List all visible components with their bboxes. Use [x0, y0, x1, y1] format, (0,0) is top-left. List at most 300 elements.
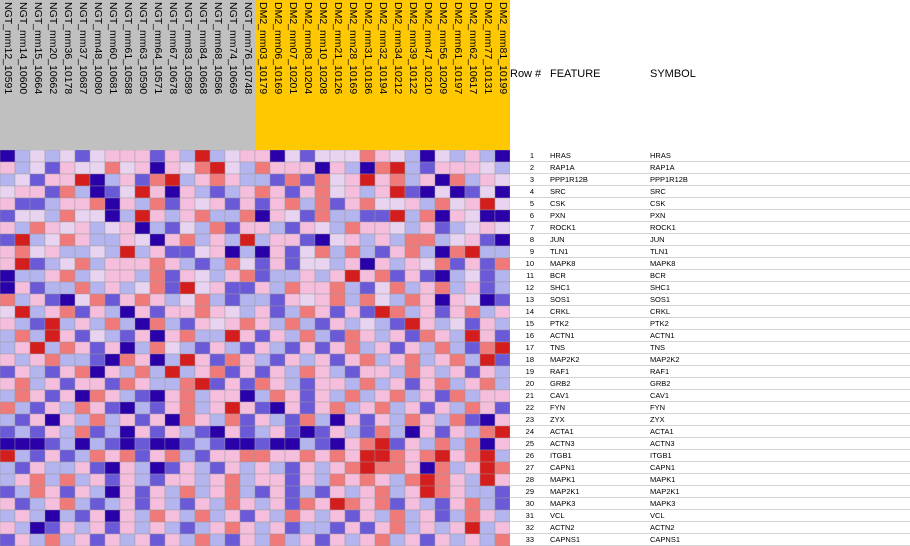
heatmap-cell — [30, 426, 45, 438]
heatmap-cell — [450, 534, 465, 546]
heatmap-cell — [495, 414, 510, 426]
heatmap-cell — [15, 210, 30, 222]
heatmap-cell — [465, 342, 480, 354]
heatmap-cell — [165, 258, 180, 270]
heatmap-cell — [165, 150, 180, 162]
column-label: DM2_mm08_10204 — [302, 2, 314, 95]
heatmap-cell — [225, 438, 240, 450]
heatmap-cell — [15, 522, 30, 534]
heatmap-cell — [270, 522, 285, 534]
heatmap-cell — [360, 426, 375, 438]
column-label: DM2_mm47_10210 — [422, 2, 434, 95]
heatmap-cell — [180, 258, 195, 270]
heatmap-cell — [225, 510, 240, 522]
heatmap-cell — [465, 474, 480, 486]
heatmap-cell — [345, 438, 360, 450]
heatmap-cell — [330, 390, 345, 402]
heatmap-cell — [345, 534, 360, 546]
heatmap-cell — [270, 390, 285, 402]
heatmap-cell — [105, 366, 120, 378]
heatmap-cell — [450, 378, 465, 390]
heatmap-cell — [165, 414, 180, 426]
heatmap-cell — [240, 450, 255, 462]
heatmap-cell — [375, 426, 390, 438]
heatmap-cell — [300, 534, 315, 546]
heatmap-cell — [210, 354, 225, 366]
heatmap-cell — [465, 210, 480, 222]
heatmap-cell — [15, 282, 30, 294]
heatmap-cell — [0, 282, 15, 294]
heatmap-cell — [15, 474, 30, 486]
heatmap-cell — [495, 306, 510, 318]
heatmap-cell — [165, 222, 180, 234]
heatmap-cell — [105, 522, 120, 534]
heatmap-cell — [150, 258, 165, 270]
heatmap-cell — [330, 534, 345, 546]
column-label: NGT_mm14_10600 — [17, 2, 29, 95]
heatmap-cell — [15, 378, 30, 390]
heatmap-cell — [255, 294, 270, 306]
heatmap-cell — [330, 186, 345, 198]
heatmap-cell — [75, 450, 90, 462]
heatmap-cell — [210, 510, 225, 522]
table-row — [510, 186, 910, 198]
heatmap-cell — [75, 306, 90, 318]
heatmap-cell — [480, 474, 495, 486]
heatmap-cell — [330, 210, 345, 222]
heatmap-cell — [405, 282, 420, 294]
heatmap-cell — [420, 150, 435, 162]
heatmap-cell — [75, 258, 90, 270]
heatmap-cell — [180, 174, 195, 186]
heatmap-cell — [165, 534, 180, 546]
heatmap-cell — [165, 462, 180, 474]
heatmap-cell — [225, 234, 240, 246]
heatmap-cell — [405, 390, 420, 402]
heatmap-cell — [45, 486, 60, 498]
heatmap-cell — [405, 378, 420, 390]
table-row — [510, 330, 910, 342]
heatmap-cell — [15, 174, 30, 186]
heatmap-cell — [435, 294, 450, 306]
heatmap-cell — [60, 510, 75, 522]
heatmap-cell — [480, 198, 495, 210]
heatmap-cell — [420, 354, 435, 366]
heatmap-cell — [270, 402, 285, 414]
heatmap-cell — [120, 534, 135, 546]
heatmap-cell — [465, 402, 480, 414]
heatmap-cell — [435, 222, 450, 234]
heatmap-cell — [180, 246, 195, 258]
row-number: 2 — [529, 163, 534, 172]
heatmap-cell — [75, 318, 90, 330]
heatmap-cell — [480, 222, 495, 234]
column-label: NGT_mm68_10586 — [212, 2, 224, 95]
heatmap-cell — [255, 402, 270, 414]
heatmap-cell — [360, 450, 375, 462]
heatmap-cell — [465, 318, 480, 330]
heatmap-cell — [90, 294, 105, 306]
heatmap-cell — [195, 330, 210, 342]
heatmap-cell — [405, 342, 420, 354]
heatmap-cell — [210, 330, 225, 342]
heatmap-cell — [285, 186, 300, 198]
heatmap-cell — [75, 474, 90, 486]
symbol-cell: JUN — [650, 235, 665, 244]
heatmap-cell — [225, 486, 240, 498]
heatmap-cell — [285, 450, 300, 462]
heatmap-cell — [465, 306, 480, 318]
heatmap-cell — [390, 270, 405, 282]
heatmap-cell — [210, 294, 225, 306]
heatmap-cell — [420, 258, 435, 270]
heatmap-cell — [480, 186, 495, 198]
heatmap-cell — [480, 162, 495, 174]
feature-cell: ACTN3 — [550, 439, 575, 448]
heatmap-cell — [135, 186, 150, 198]
heatmap-cell — [150, 186, 165, 198]
heatmap-cell — [300, 318, 315, 330]
column-label: NGT_mm83_10589 — [182, 2, 194, 95]
heatmap-cell — [15, 438, 30, 450]
heatmap-cell — [195, 474, 210, 486]
heatmap-cell — [285, 234, 300, 246]
heatmap-cell — [210, 282, 225, 294]
table-row — [510, 450, 910, 462]
heatmap-cell — [300, 258, 315, 270]
heatmap-cell — [240, 246, 255, 258]
heatmap-cell — [225, 390, 240, 402]
heatmap-cell — [45, 162, 60, 174]
heatmap-cell — [450, 474, 465, 486]
heatmap-cell — [0, 318, 15, 330]
heatmap-cell — [390, 438, 405, 450]
symbol-cell: CAPN1 — [650, 463, 676, 472]
heatmap-cell — [30, 462, 45, 474]
heatmap-cell — [495, 246, 510, 258]
heatmap-cell — [375, 342, 390, 354]
heatmap-cell — [420, 498, 435, 510]
heatmap-cell — [270, 162, 285, 174]
heatmap-grid — [0, 150, 510, 546]
heatmap-cell — [435, 486, 450, 498]
heatmap-cell — [15, 390, 30, 402]
heatmap-cell — [300, 294, 315, 306]
heatmap-cell — [375, 366, 390, 378]
heatmap-cell — [120, 390, 135, 402]
heatmap-cell — [105, 414, 120, 426]
heatmap-cell — [90, 246, 105, 258]
heatmap-cell — [75, 270, 90, 282]
heatmap-cell — [150, 414, 165, 426]
heatmap-cell — [90, 282, 105, 294]
heatmap-cell — [150, 402, 165, 414]
heatmap-cell — [375, 246, 390, 258]
heatmap-cell — [300, 354, 315, 366]
heatmap-cell — [60, 246, 75, 258]
heatmap-cell — [30, 486, 45, 498]
heatmap-cell — [90, 210, 105, 222]
heatmap-cell — [150, 246, 165, 258]
heatmap-cell — [330, 198, 345, 210]
heatmap-cell — [105, 498, 120, 510]
heatmap-cell — [30, 354, 45, 366]
heatmap-cell — [345, 150, 360, 162]
heatmap-cell — [150, 486, 165, 498]
heatmap-cell — [405, 150, 420, 162]
heatmap-cell — [495, 450, 510, 462]
heatmap-cell — [285, 318, 300, 330]
heatmap-cell — [315, 162, 330, 174]
heatmap-cell — [90, 426, 105, 438]
heatmap-cell — [465, 246, 480, 258]
heatmap-cell — [375, 282, 390, 294]
table-row — [510, 270, 910, 282]
heatmap-cell — [495, 378, 510, 390]
heatmap-cell — [195, 522, 210, 534]
heatmap-cell — [210, 258, 225, 270]
heatmap-cell — [135, 534, 150, 546]
heatmap-cell — [345, 246, 360, 258]
heatmap-cell — [495, 210, 510, 222]
heatmap-cell — [60, 402, 75, 414]
heatmap-cell — [225, 210, 240, 222]
heatmap-cell — [15, 486, 30, 498]
symbol-cell: MAPK3 — [650, 499, 676, 508]
heatmap-cell — [360, 318, 375, 330]
heatmap-cell — [180, 330, 195, 342]
heatmap-cell — [255, 174, 270, 186]
heatmap-cell — [195, 486, 210, 498]
heatmap-cell — [255, 282, 270, 294]
heatmap-cell — [45, 246, 60, 258]
heatmap-cell — [255, 390, 270, 402]
heatmap-cell — [210, 246, 225, 258]
heatmap-cell — [45, 330, 60, 342]
heatmap-cell — [495, 510, 510, 522]
heatmap-cell — [435, 510, 450, 522]
heatmap-cell — [495, 474, 510, 486]
heatmap-cell — [330, 450, 345, 462]
heatmap-cell — [270, 198, 285, 210]
heatmap-cell — [330, 354, 345, 366]
heatmap-cell — [195, 450, 210, 462]
heatmap-cell — [15, 258, 30, 270]
heatmap-cell — [195, 210, 210, 222]
heatmap-cell — [345, 222, 360, 234]
heatmap-cell — [450, 522, 465, 534]
heatmap-cell — [270, 210, 285, 222]
heatmap-cell — [210, 414, 225, 426]
heatmap-cell — [330, 282, 345, 294]
heatmap-cell — [465, 462, 480, 474]
heatmap-cell — [210, 498, 225, 510]
column-label: NGT_mm84_10668 — [197, 2, 209, 95]
heatmap-cell — [105, 294, 120, 306]
heatmap-cell — [180, 150, 195, 162]
heatmap-cell — [465, 234, 480, 246]
heatmap-cell — [180, 186, 195, 198]
heatmap-cell — [375, 438, 390, 450]
row-number: 22 — [525, 403, 534, 412]
heatmap-cell — [345, 186, 360, 198]
symbol-cell: VCL — [650, 511, 665, 520]
heatmap-cell — [450, 162, 465, 174]
heatmap-cell — [30, 414, 45, 426]
heatmap-cell — [450, 210, 465, 222]
table-row — [510, 414, 910, 426]
heatmap-cell — [360, 198, 375, 210]
row-number-header: Row # — [510, 68, 542, 80]
heatmap-cell — [225, 462, 240, 474]
row-number: 7 — [529, 223, 534, 232]
heatmap-cell — [330, 522, 345, 534]
heatmap-cell — [60, 198, 75, 210]
heatmap-cell — [75, 534, 90, 546]
heatmap-cell — [105, 438, 120, 450]
heatmap-cell — [225, 450, 240, 462]
heatmap-cell — [285, 354, 300, 366]
heatmap-cell — [75, 150, 90, 162]
heatmap-cell — [120, 342, 135, 354]
heatmap-cell — [330, 378, 345, 390]
heatmap-cell — [0, 498, 15, 510]
heatmap-cell — [315, 342, 330, 354]
heatmap-cell — [360, 330, 375, 342]
table-row — [510, 234, 910, 246]
heatmap-cell — [315, 306, 330, 318]
heatmap-cell — [300, 234, 315, 246]
heatmap-cell — [30, 318, 45, 330]
feature-cell: ROCK1 — [550, 223, 576, 232]
heatmap-cell — [435, 438, 450, 450]
heatmap-cell — [75, 522, 90, 534]
feature-cell: RAP1A — [550, 163, 575, 172]
heatmap-cell — [135, 210, 150, 222]
heatmap-cell — [330, 174, 345, 186]
heatmap-cell — [330, 330, 345, 342]
heatmap-cell — [180, 486, 195, 498]
heatmap-cell — [30, 210, 45, 222]
heatmap-cell — [165, 318, 180, 330]
heatmap-cell — [315, 462, 330, 474]
row-number: 12 — [525, 283, 534, 292]
row-number: 11 — [526, 271, 534, 280]
heatmap-cell — [270, 246, 285, 258]
column-label: NGT_mm67_10678 — [167, 2, 179, 95]
heatmap-cell — [45, 234, 60, 246]
heatmap-cell — [480, 378, 495, 390]
heatmap-cell — [300, 474, 315, 486]
heatmap-cell — [480, 498, 495, 510]
heatmap-cell — [480, 342, 495, 354]
heatmap-cell — [495, 150, 510, 162]
heatmap-cell — [90, 198, 105, 210]
heatmap-cell — [180, 438, 195, 450]
heatmap-cell — [120, 306, 135, 318]
heatmap-cell — [420, 438, 435, 450]
heatmap-cell — [285, 498, 300, 510]
heatmap-cell — [45, 186, 60, 198]
heatmap-cell — [345, 486, 360, 498]
heatmap-cell — [255, 222, 270, 234]
heatmap-cell — [375, 522, 390, 534]
heatmap-cell — [75, 390, 90, 402]
heatmap-cell — [225, 306, 240, 318]
heatmap-cell — [390, 486, 405, 498]
heatmap-cell — [45, 258, 60, 270]
heatmap-cell — [480, 210, 495, 222]
heatmap-cell — [60, 174, 75, 186]
heatmap-cell — [255, 234, 270, 246]
heatmap-cell — [465, 390, 480, 402]
heatmap-cell — [210, 438, 225, 450]
heatmap-cell — [165, 234, 180, 246]
heatmap-cell — [435, 306, 450, 318]
heatmap-cell — [15, 222, 30, 234]
heatmap-cell — [480, 510, 495, 522]
heatmap-cell — [60, 150, 75, 162]
heatmap-cell — [315, 150, 330, 162]
heatmap-cell — [150, 498, 165, 510]
heatmap-cell — [210, 462, 225, 474]
heatmap-cell — [480, 330, 495, 342]
heatmap-cell — [435, 342, 450, 354]
row-number: 18 — [525, 355, 534, 364]
heatmap-cell — [480, 282, 495, 294]
heatmap-cell — [360, 510, 375, 522]
heatmap-cell — [465, 258, 480, 270]
heatmap-cell — [360, 222, 375, 234]
heatmap-cell — [240, 474, 255, 486]
heatmap-cell — [0, 150, 15, 162]
heatmap-cell — [150, 174, 165, 186]
heatmap-cell — [315, 318, 330, 330]
feature-cell: VCL — [550, 511, 565, 520]
heatmap-cell — [105, 270, 120, 282]
heatmap-cell — [465, 222, 480, 234]
heatmap-cell — [150, 438, 165, 450]
heatmap-cell — [255, 474, 270, 486]
row-number: 29 — [525, 487, 534, 496]
heatmap-cell — [285, 486, 300, 498]
heatmap-cell — [300, 246, 315, 258]
heatmap-cell — [405, 402, 420, 414]
heatmap-cell — [435, 282, 450, 294]
heatmap-cell — [75, 462, 90, 474]
heatmap-cell — [210, 426, 225, 438]
heatmap-cell — [120, 246, 135, 258]
heatmap-cell — [75, 198, 90, 210]
heatmap-cell — [450, 390, 465, 402]
heatmap-cell — [435, 426, 450, 438]
heatmap-cell — [30, 150, 45, 162]
heatmap-cell — [390, 246, 405, 258]
heatmap-cell — [375, 486, 390, 498]
heatmap-cell — [15, 294, 30, 306]
heatmap-cell — [240, 354, 255, 366]
heatmap-cell — [165, 378, 180, 390]
heatmap-cell — [435, 330, 450, 342]
heatmap-cell — [480, 426, 495, 438]
heatmap-cell — [45, 150, 60, 162]
heatmap-cell — [315, 294, 330, 306]
heatmap-cell — [180, 534, 195, 546]
heatmap-cell — [30, 198, 45, 210]
heatmap-cell — [90, 270, 105, 282]
heatmap-cell — [345, 210, 360, 222]
heatmap-cell — [300, 306, 315, 318]
